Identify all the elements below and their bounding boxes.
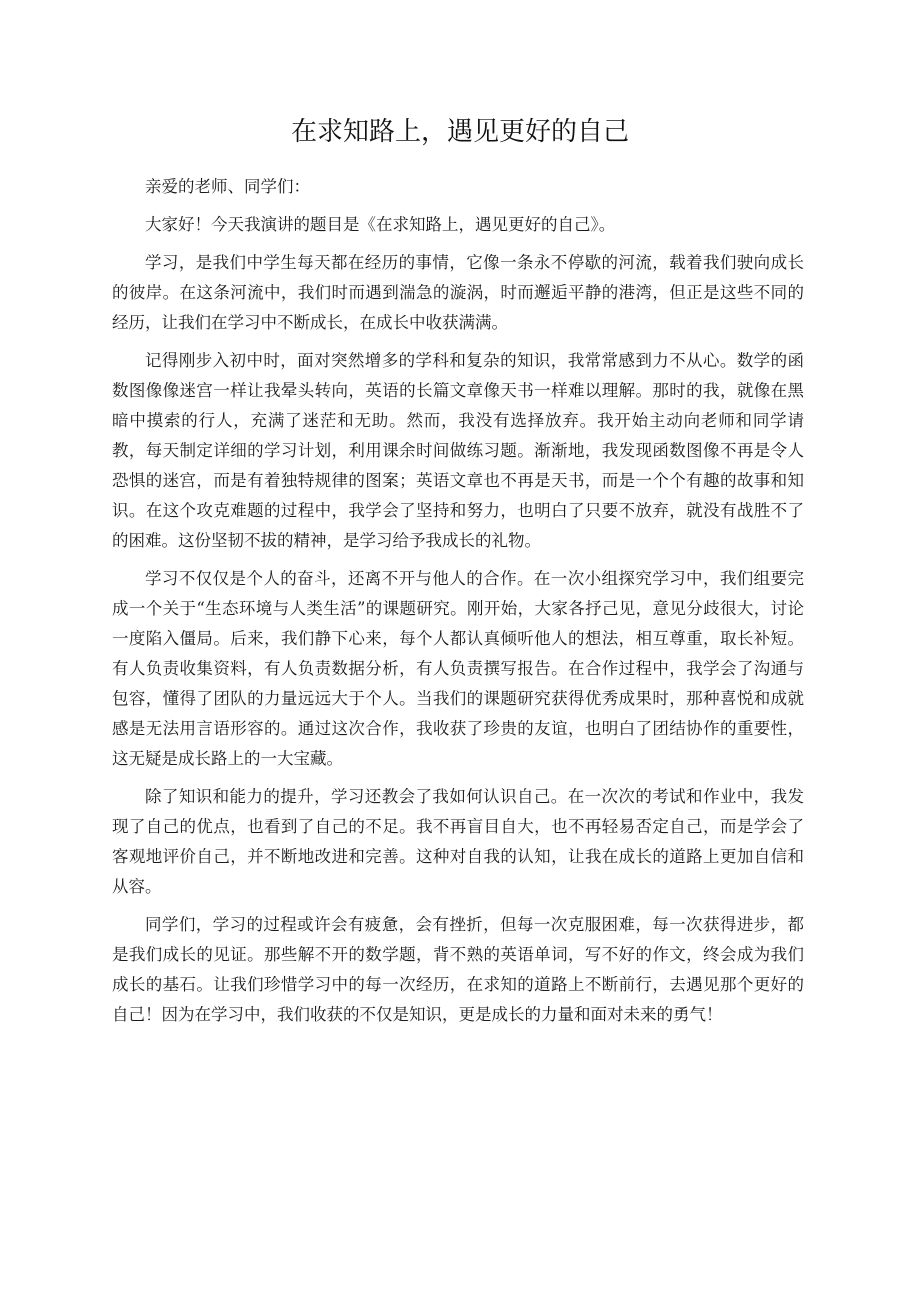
paragraph: 同学们，学习的过程或许会有疲惫，会有挫折，但每一次克服困难，每一次获得进步，都是我们成长的见证。那些解不开的数学题，背不熟的英语单词，写不好的作文，终会成为我们成长的基石。让我们珍惜学习中的每一次经历，在求知的道路上不断前行，去遇见那个更好的自己！因为在学习中，我们收获的不仅是知识，更是成长的力量和面对未来的勇气！ (112, 915, 804, 1024)
paragraph-greeting: 大家好！今天我演讲的题目是《在求知路上，遇见更好的自己》。 (145, 215, 616, 234)
paragraph: 记得刚步入初中时，面对突然增多的学科和复杂的知识，我常常感到力不从心。数学的函数图像像迷宫一样让我晕头转向，英语的长篇文章像天书一样难以理解。那时的我，就像在黑暗中摸索的行人，充满了迷茫和无助。然而，我没有选择放弃。我开始主动向老师和同学请教，每天制定详细的学习计划，利用课余时间做练习题。渐渐地，我发现函数图像不再是令人恐惧的迷宫，而是有着独特规律的图案；英语文章也不再是天书，而是一个个有趣的故事和知识。在这个攻克难题的过程中，我学会了坚持和努力，也明白了只要不放弃，就没有战胜不了的困难。这份坚韧不拔的精神，是学习给予我成长的礼物。 (112, 351, 804, 550)
paragraph: 学习，是我们中学生每天都在经历的事情，它像一条永不停歇的河流，载着我们驶向成长的彼岸。在这条河流中，我们时而遇到湍急的漩涡，时而邂逅平静的港湾，但正是这些不同的经历，让我们在学习中不断成长，在成长中收获满满。 (112, 253, 804, 332)
salutation: 亲爱的老师、同学们： (145, 177, 310, 196)
document-title: 在求知路上，遇见更好的自己 (290, 117, 629, 147)
document-body (112, 172, 804, 1038)
paragraph: 学习不仅仅是个人的奋斗，还离不开与他人的合作。在一次小组探究学习中，我们组要完成一个关于“生态环境与人类生活”的课题研究。刚开始，大家各抒己见，意见分歧很大，讨论一度陷入僵局。后来，我们静下心来，每个人都认真倾听他人的想法，相互尊重，取长补短。有人负责收集资料，有人负责数据分析，有人负责撰写报告。在合作过程中，我学会了沟通与包容，懂得了团队的力量远远大于个人。当我们的课题研究获得优秀成果时，那种喜悦和成就感是无法用言语形容的。通过这次合作，我收获了珍贵的友谊，也明白了团结协作的重要性，这无疑是成长路上的一大宝藏。 (112, 569, 804, 768)
paragraph: 除了知识和能力的提升，学习还教会了我如何认识自己。在一次次的考试和作业中，我发现了自己的优点，也看到了自己的不足。我不再盲目自大，也不再轻易否定自己，而是学会了客观地评价自己，并不断地改进和完善。这种对自我的认知，让我在成长的道路上更加自信和从容。 (112, 787, 804, 896)
